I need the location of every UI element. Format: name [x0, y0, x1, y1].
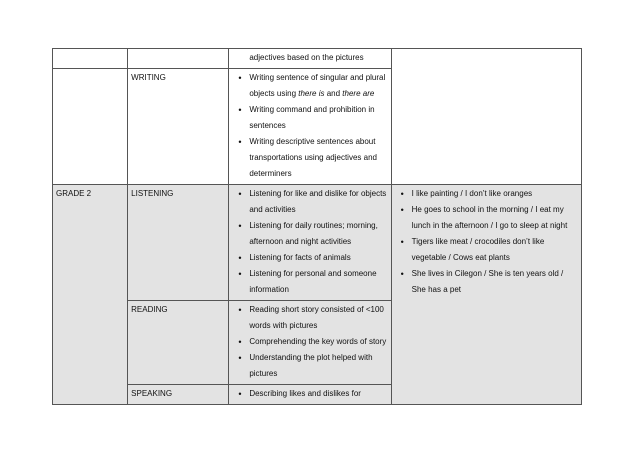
objective-item: • Comprehending the key words of story	[232, 334, 386, 350]
objectives-cell-prev	[229, 49, 391, 69]
objectives-list	[232, 386, 386, 402]
objectives-cell-reading	[229, 301, 391, 385]
objective-continuation: adjectives based on the pictures	[249, 53, 364, 62]
grade-cell-empty	[53, 49, 128, 69]
objective-item: • Writing command and prohibition in sentences	[232, 102, 386, 134]
objective-item: • Describing likes and dislikes for	[232, 386, 386, 402]
grade-cell	[53, 185, 128, 405]
objective-item: • Reading short story consisted of <100 words with pictures	[232, 302, 386, 334]
examples-cell-prev	[391, 49, 581, 185]
skill-cell-reading	[128, 301, 229, 385]
example-item: • She lives in Cilegon / She is ten years old / She has a pet	[395, 266, 577, 298]
table-row-prev-continuation	[53, 49, 582, 69]
grade-label: GRADE 2	[56, 189, 92, 198]
skill-cell-listening	[128, 185, 229, 301]
objectives-list	[232, 186, 386, 298]
objective-item: • Writing sentence of singular and plural objects using there is and there are	[232, 70, 386, 102]
grade-cell-empty	[53, 69, 128, 185]
objectives-cell-listening	[229, 185, 391, 301]
skill-cell-writing	[128, 69, 229, 185]
objective-item: • Listening for daily routines; morning, afternoon and night activities	[232, 218, 386, 250]
objective-item: • Listening for like and dislike for objects and activities	[232, 186, 386, 218]
objectives-list	[232, 70, 386, 182]
skill-cell-empty	[128, 49, 229, 69]
objectives-cell-writing	[229, 69, 391, 185]
skill-cell-speaking	[128, 385, 229, 405]
skill-label: WRITING	[131, 73, 166, 82]
objectives-cell-speaking	[229, 385, 391, 405]
skill-label: SPEAKING	[131, 389, 173, 398]
examples-list	[395, 186, 577, 298]
objectives-list	[232, 302, 386, 382]
example-item: • Tigers like meat / crocodiles don’t like vegetable / Cows eat plants	[395, 234, 577, 266]
example-item: • He goes to school in the morning / I eat my lunch in the afternoon / I go to sleep at night	[395, 202, 577, 234]
skill-label: READING	[131, 305, 168, 314]
skill-label: LISTENING	[131, 189, 174, 198]
objective-item: • Listening for personal and someone information	[232, 266, 386, 298]
objective-item: • Understanding the plot helped with pictures	[232, 350, 386, 382]
curriculum-table	[52, 48, 582, 405]
objective-item: • Writing descriptive sentences about transportations using adjectives and determiners	[232, 134, 386, 182]
table-row-grade2-listening	[53, 185, 582, 301]
example-item: • I like painting / I don’t like oranges	[395, 186, 577, 202]
examples-cell	[391, 185, 581, 405]
objective-item: • Listening for facts of animals	[232, 250, 386, 266]
